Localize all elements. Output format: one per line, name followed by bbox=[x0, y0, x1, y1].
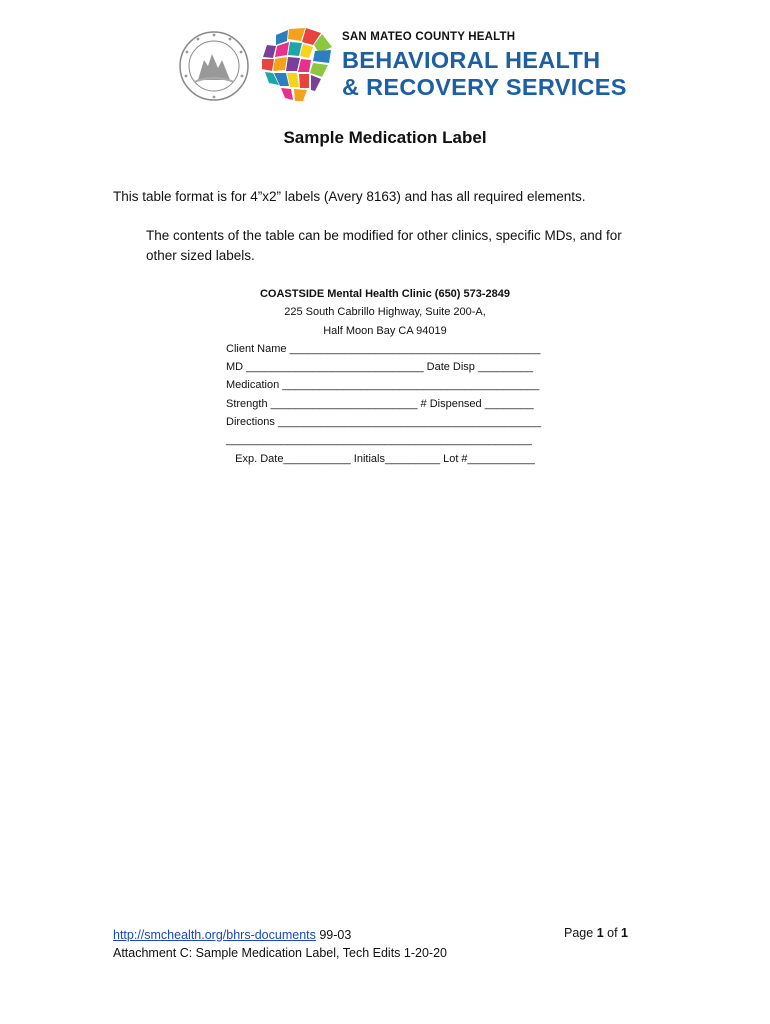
county-seal-icon bbox=[178, 30, 250, 102]
clinic-address-line-2: Half Moon Bay CA 94019 bbox=[323, 324, 447, 337]
page-number bbox=[564, 926, 628, 940]
exp-initials-lot-field: Exp. Date___________ Initials_________ Lot #___________ bbox=[235, 452, 535, 465]
page-title: Sample Medication Label bbox=[283, 128, 487, 147]
clinic-address-line-1: 225 South Cabrillo Highway, Suite 200-A, bbox=[284, 306, 486, 319]
footer-link-line bbox=[113, 926, 447, 944]
doc-number: 99-03 bbox=[319, 928, 352, 942]
clinic-name: COASTSIDE Mental Health Clinic (650) 573-2849 bbox=[259, 288, 511, 300]
page-current: 1 bbox=[596, 926, 604, 940]
page-label: Page bbox=[564, 926, 594, 940]
brand-wordmark bbox=[342, 31, 627, 101]
client-name-field: Client Name _________________________________________ bbox=[226, 342, 541, 355]
footer-left bbox=[113, 926, 447, 962]
directions-blank-line: __________________________________________________ bbox=[226, 434, 532, 447]
attachment-caption: Attachment C: Sample Medication Label, Tech Edits 1-20-20 bbox=[113, 946, 447, 960]
page-total: 1 bbox=[621, 926, 628, 940]
brand-org-name: SAN MATEO COUNTY HEALTH bbox=[342, 31, 516, 43]
medication-label-sample bbox=[200, 285, 570, 468]
strength-dispensed-field: Strength ________________________ # Dispensed ________ bbox=[226, 397, 534, 410]
brand-title-line-1: BEHAVIORAL HEALTH bbox=[342, 47, 601, 73]
directions-field: Directions ___________________________________________ bbox=[226, 416, 542, 429]
md-date-disp-field: MD _____________________________ Date Disp _________ bbox=[226, 361, 534, 374]
medication-field: Medication __________________________________________ bbox=[226, 379, 540, 392]
brand-title-line-2: & RECOVERY SERVICES bbox=[342, 74, 627, 100]
mosaic-logo-icon bbox=[259, 27, 335, 103]
intro-paragraph: This table format is for 4”x2” labels (Avery 8163) and has all required elements. bbox=[113, 189, 586, 204]
note-paragraph: The contents of the table can be modified for other clinics, specific MDs, and for other sized labels. bbox=[146, 228, 622, 263]
bhrs-documents-link[interactable]: http://smchealth.org/bhrs-documents bbox=[113, 928, 316, 942]
page-of-label: of bbox=[607, 926, 618, 940]
